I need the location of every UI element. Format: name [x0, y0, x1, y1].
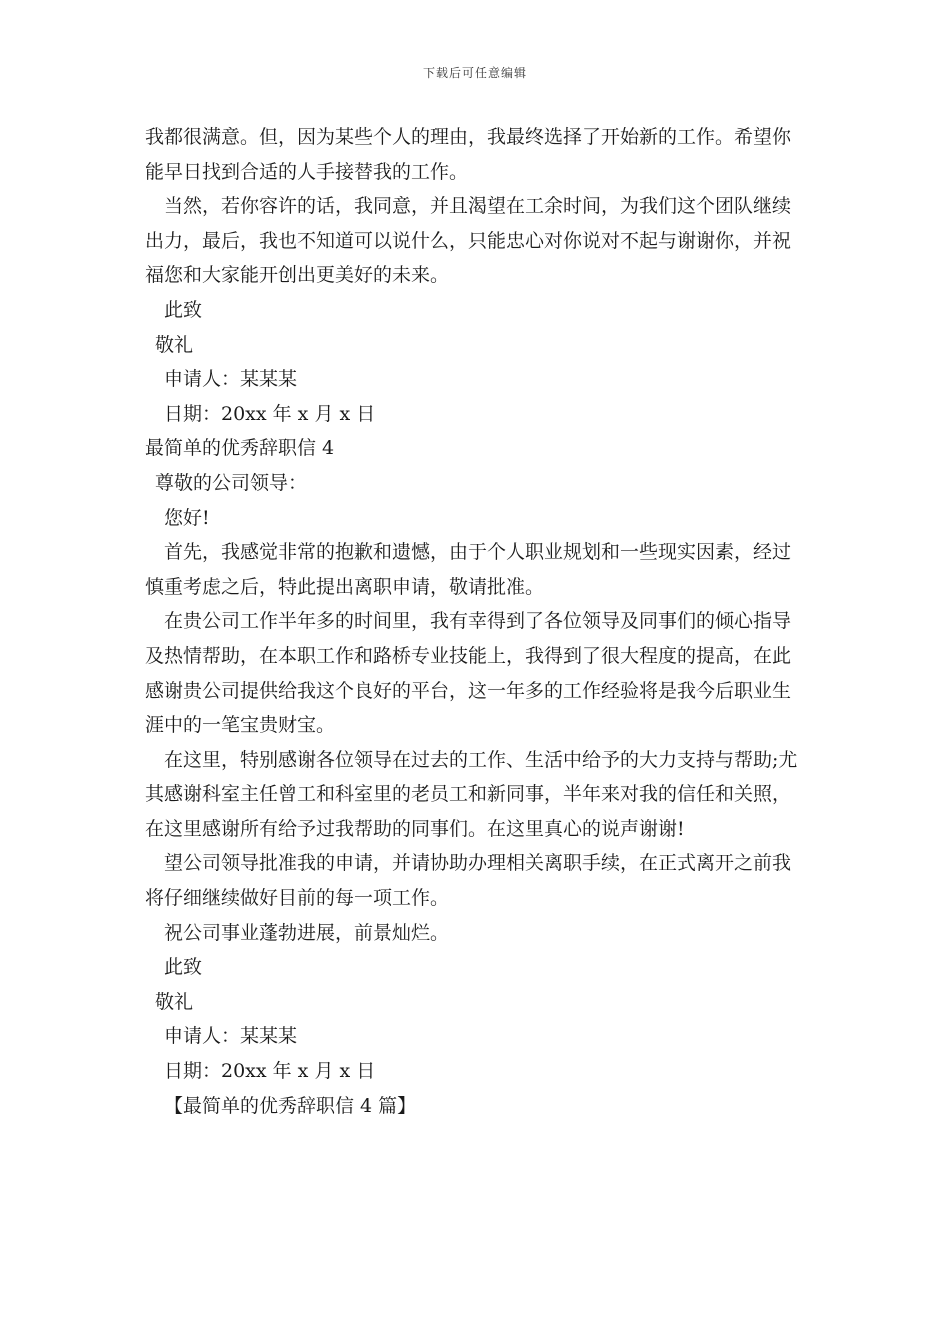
body-line: 涯中的一笔宝贵财宝。 — [145, 714, 336, 737]
body-line: 慎重考虑之后，特此提出离职申请，敬请批准。 — [145, 575, 545, 598]
document-body — [145, 120, 810, 1123]
applicant-line: 申请人：某某某 — [164, 368, 298, 391]
body-line: 在这里感谢所有给予过我帮助的同事们。在这里真心的说声谢谢! — [145, 817, 685, 840]
paragraph-start: 当然，若你容许的话，我同意，并且渴望在工余时间，为我们这个团队继续 — [164, 195, 792, 218]
body-line: 出力，最后，我也不知道可以说什么，只能忠心对你说对不起与谢谢你，并祝 — [145, 229, 792, 252]
body-line: 福您和大家能开创出更美好的未来。 — [145, 264, 450, 287]
header-note: 下载后可任意编辑 — [422, 66, 527, 80]
greeting-hello: 您好! — [164, 506, 210, 529]
footer-title: 【最简单的优秀辞职信 4 篇】 — [164, 1094, 417, 1117]
closing-regards: 敬礼 — [155, 990, 194, 1013]
closing-salutation: 此致 — [164, 298, 203, 321]
date-line: 日期：20xx 年 x 月 x 日 — [164, 1060, 376, 1083]
closing-salutation: 此致 — [164, 956, 203, 979]
body-line: 能早日找到合适的人手接替我的工作。 — [145, 160, 469, 183]
paragraph-start: 在贵公司工作半年多的时间里，我有幸得到了各位领导及同事们的倾心指导 — [164, 610, 792, 633]
paragraph-start: 首先，我感觉非常的抱歉和遗憾，由于个人职业规划和一些现实因素，经过 — [164, 541, 792, 564]
paragraph-start: 在这里，特别感谢各位领导在过去的工作、生活中给予的大力支持与帮助;尤 — [164, 748, 798, 771]
body-line: 我都很满意。但，因为某些个人的理由，我最终选择了开始新的工作。希望你 — [145, 126, 792, 148]
paragraph-start: 望公司领导批准我的申请，并请协助办理相关离职手续，在正式离开之前我 — [164, 852, 792, 875]
applicant-line: 申请人：某某某 — [164, 1025, 298, 1048]
body-line: 其感谢科室主任曾工和科室里的老员工和新同事，半年来对我的信任和关照， — [145, 783, 792, 806]
date-line: 日期：20xx 年 x 月 x 日 — [164, 402, 376, 425]
greeting-recipient: 尊敬的公司领导： — [155, 471, 308, 494]
body-line: 及热情帮助，在本职工作和路桥专业技能上，我得到了很大程度的提高，在此 — [145, 644, 792, 667]
section-title: 最简单的优秀辞职信 4 — [145, 437, 335, 460]
paragraph-start: 祝公司事业蓬勃进展，前景灿烂。 — [164, 921, 450, 944]
closing-regards: 敬礼 — [155, 333, 194, 356]
body-line: 感谢贵公司提供给我这个良好的平台，这一年多的工作经验将是我今后职业生 — [145, 679, 792, 702]
body-line: 将仔细继续做好目前的每一项工作。 — [145, 887, 450, 910]
